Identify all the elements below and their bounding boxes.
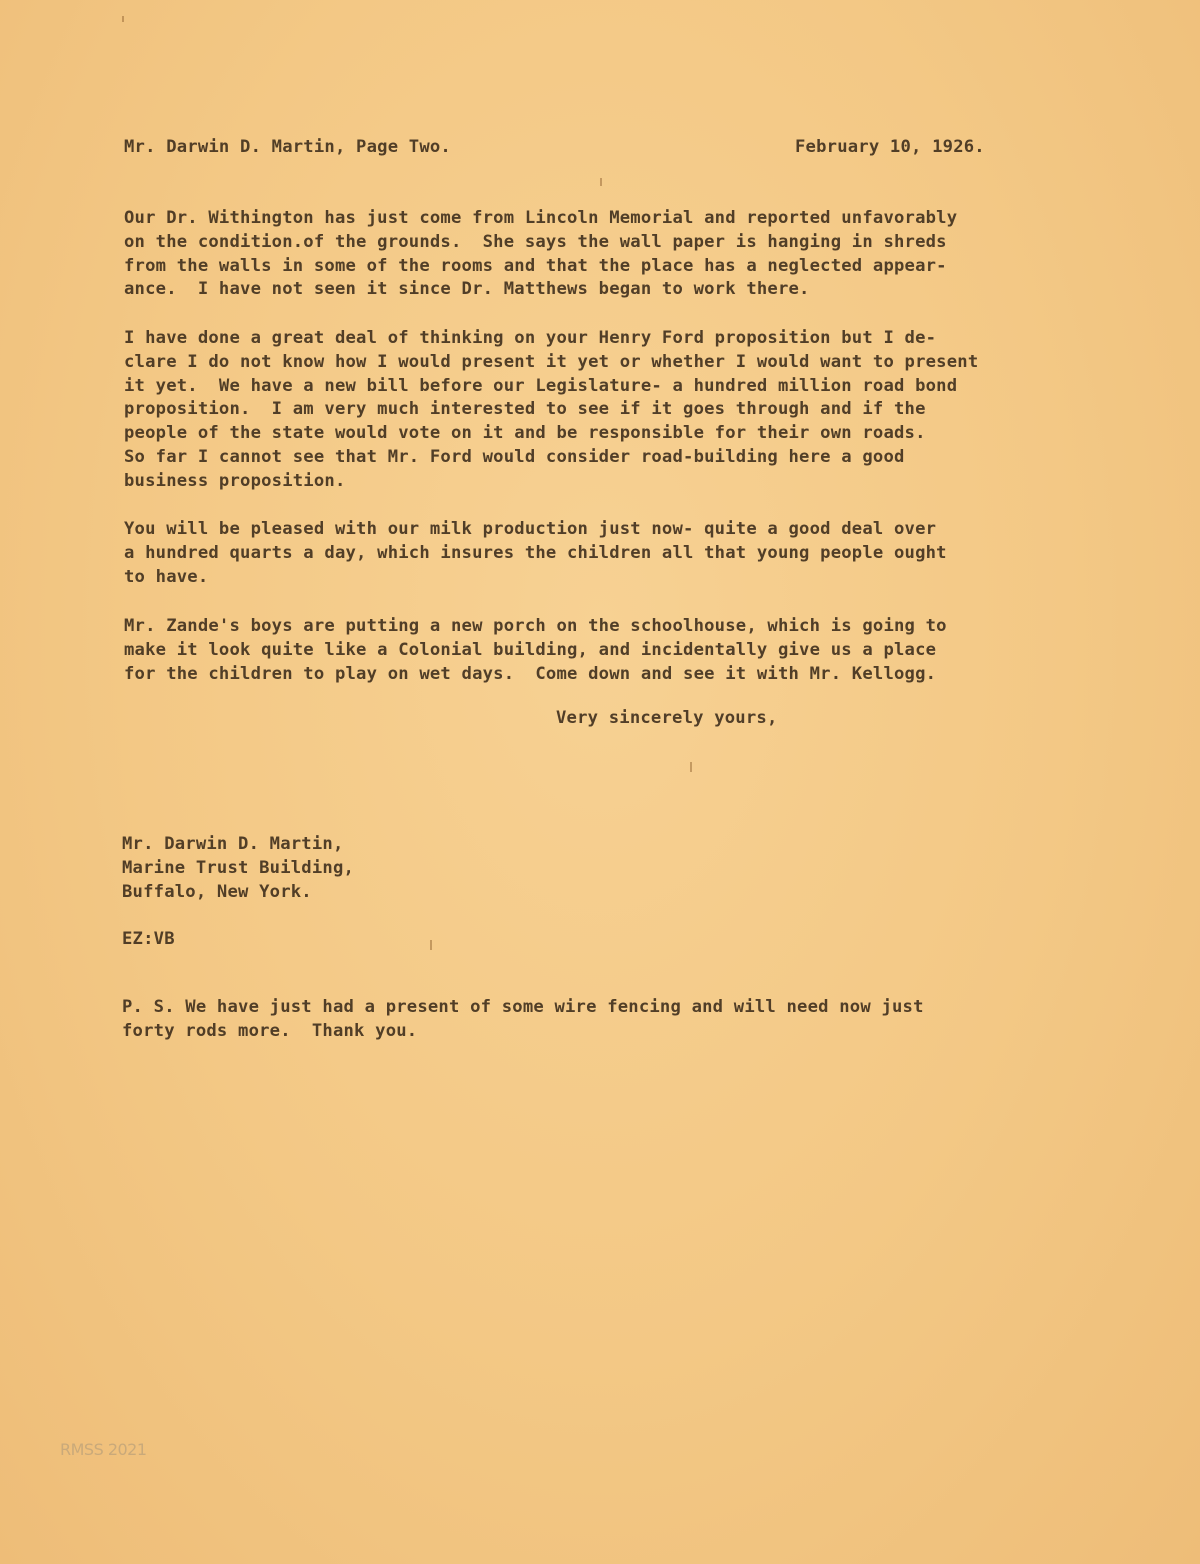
header-date: February 10, 1926. [795, 137, 985, 157]
paper-speck [600, 178, 602, 186]
paragraph-line: Our Dr. Withington has just come from Lincoln Memorial and reported unfavorably [124, 208, 958, 228]
address-line: Buffalo, New York. [122, 881, 312, 902]
paragraph-1 [124, 207, 957, 302]
paper-speck [122, 16, 124, 22]
paragraph-line: So far I cannot see that Mr. Ford would consider road-building here a good [124, 446, 905, 467]
paragraph-3 [124, 518, 947, 589]
paragraph-line: for the children to play on wet days. Come down and see it with Mr. Kellogg. [124, 663, 937, 684]
archive-watermark: RMSS 2021 [60, 1440, 147, 1459]
paragraph-4 [124, 615, 947, 686]
paragraph-line: from the walls in some of the rooms and that the place has a neglected appear- [124, 255, 947, 276]
postscript [122, 996, 924, 1044]
paragraph-line: business proposition. [124, 470, 346, 491]
paper-speck [430, 940, 432, 950]
paragraph-line: I have done a great deal of thinking on your Henry Ford proposition but I de- [124, 328, 937, 348]
address-line: Mr. Darwin D. Martin, [122, 834, 344, 854]
paragraph-2 [124, 327, 978, 494]
paragraph-line: proposition. I am very much interested to see if it goes through and if the [124, 399, 926, 420]
paragraph-line: a hundred quarts a day, which insures the children all that young people ought [124, 542, 947, 563]
address-line: Marine Trust Building, [122, 857, 355, 878]
paragraph-line: ance. I have not seen it since Dr. Matthews began to work there. [124, 279, 810, 300]
paragraph-line: You will be pleased with our milk production just now- quite a good deal over [124, 519, 937, 539]
typist-initials: EZ:VB [122, 929, 175, 949]
closing: Very sincerely yours, [556, 708, 778, 728]
postscript-line: forty rods more. Thank you. [122, 1020, 418, 1041]
paragraph-line: Mr. Zande's boys are putting a new porch on the schoolhouse, which is going to [124, 616, 947, 636]
paragraph-line: people of the state would vote on it and be responsible for their own roads. [124, 423, 926, 444]
paragraph-line: make it look quite like a Colonial building, and incidentally give us a place [124, 639, 937, 660]
postscript-line: P. S. We have just had a present of some wire fencing and will need now just [122, 997, 924, 1017]
paragraph-line: it yet. We have a new bill before our Legislature- a hundred million road bond [124, 375, 958, 396]
paragraph-line: clare I do not know how I would present it yet or whether I would want to present [124, 351, 979, 372]
header-recipient-page: Mr. Darwin D. Martin, Page Two. [124, 137, 451, 157]
paragraph-line: on the condition.of the grounds. She says the wall paper is hanging in shreds [124, 231, 947, 252]
paragraph-line: to have. [124, 566, 209, 587]
paper-speck [690, 762, 692, 772]
address-block [122, 833, 354, 904]
